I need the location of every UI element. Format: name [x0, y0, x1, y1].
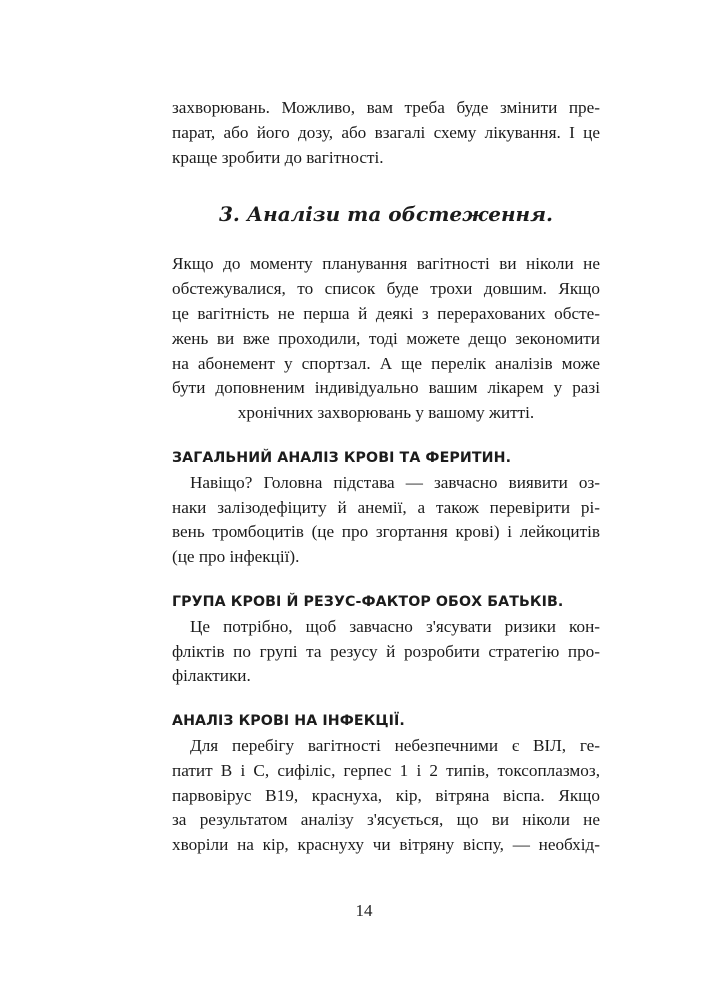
text-line: (це про інфекції). [172, 547, 300, 567]
text-line: вень тромбоцитів (це про згортання крові) і лейкоцитів [172, 522, 600, 542]
page-number: 14 [355, 901, 373, 920]
text-line: обстежувалися, то список буде трохи довшим. Якщо [172, 279, 600, 299]
text-line: захворювань. Можливо, вам треба буде змінити пре- [172, 98, 600, 117]
text-line: парвовірус B19, краснуха, кір, вітряна віспа. Якщо [172, 785, 600, 805]
block-heading: ГРУПА КРОВІ Й РЕЗУС-ФАКТОР ОБОХ БАТЬКІВ. [172, 593, 564, 610]
text-line: бути доповненим індивідуально вашим лікарем у разі [172, 378, 600, 398]
intro-paragraph [172, 96, 600, 170]
text-line: хворіли на кір, краснуху чи вітряну віспу, — необхід- [172, 835, 600, 855]
text-line: Для перебігу вагітності небезпечними є ВІЛ, ге- [190, 735, 600, 755]
text-line: краще зробити до вагітності. [172, 147, 384, 167]
text-line: хронічних захворювань у вашому житті. [237, 403, 535, 423]
block-heading: ЗАГАЛЬНИЙ АНАЛІЗ КРОВІ ТА ФЕРИТИН. [172, 449, 512, 466]
block-blood-test [172, 446, 600, 570]
text-line: Навіщо? Головна підстава — завчасно виявити оз- [190, 472, 600, 492]
text-line: Якщо до моменту планування вагітності ви ніколи не [172, 254, 600, 274]
text-line: патит B і C, сифіліс, герпес 1 і 2 типів, токсоплазмоз, [172, 760, 600, 780]
text-line: філактики. [172, 666, 251, 686]
book-page [172, 96, 600, 858]
block-heading: АНАЛІЗ КРОВІ НА ІНФЕКЦІЇ. [172, 713, 405, 730]
text-line: Це потрібно, щоб завчасно з'ясувати ризики кон- [190, 616, 600, 636]
text-line: на абонемент у спортзал. А ще перелік аналізів може [172, 353, 600, 373]
section-title: 3. Аналізи та обстеження. [219, 202, 553, 227]
text-line: наки залізодефіциту й анемії, а також перевірити рі- [172, 497, 600, 517]
block-infections [172, 709, 600, 858]
lead-paragraph [172, 252, 600, 426]
text-line: за результатом аналізу з'ясується, що ви ніколи не [172, 810, 600, 830]
text-line: жень ви вже проходили, тоді можете дещо зекономити [172, 328, 600, 348]
text-line: це вагітність не перша й деякі з перерахованих обсте- [172, 303, 600, 323]
text-line: фліктів по групі та резусу й розробити стратегію про- [172, 641, 600, 661]
block-blood-group [172, 590, 600, 689]
text-line: парат, або його дозу, або взагалі схему лікування. І це [172, 122, 600, 142]
